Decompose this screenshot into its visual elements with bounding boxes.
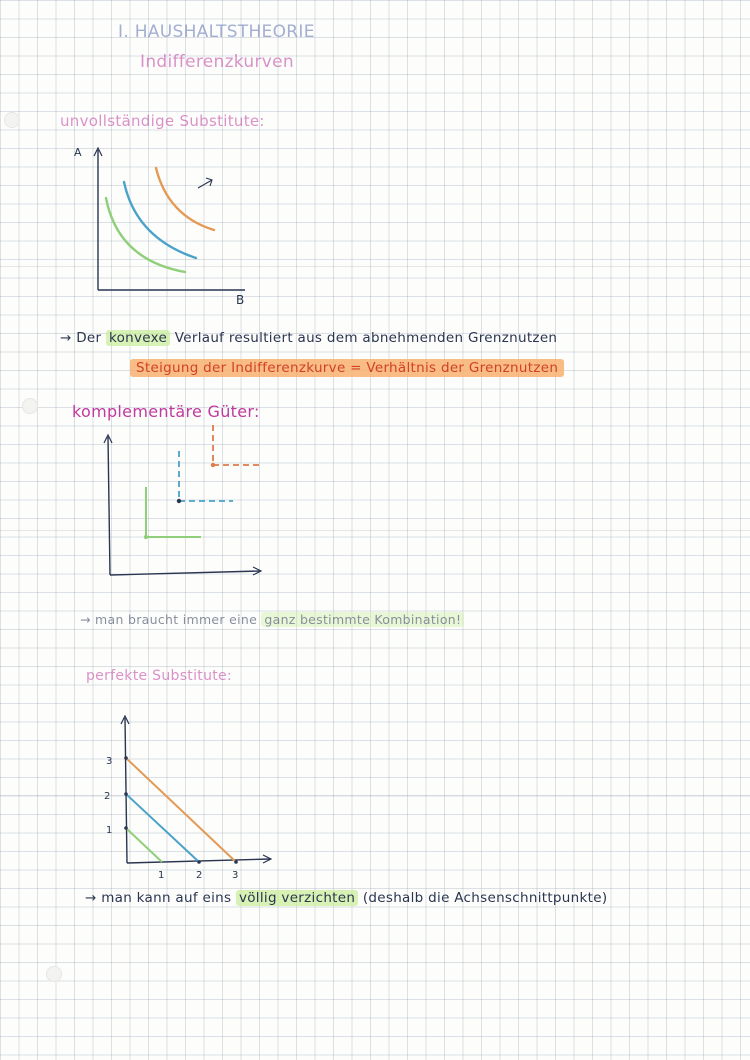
punch-hole: [46, 966, 62, 982]
punch-hole: [4, 112, 20, 128]
formula-text: Steigung der Indifferenzkurve = Verhältnis der Grenznutzen: [130, 359, 564, 377]
corner-point-orange: [211, 463, 215, 467]
section2-heading: komplementäre Güter:: [72, 402, 260, 421]
section1-heading: unvollständige Substitute:: [60, 112, 265, 130]
formula-box: [130, 360, 564, 376]
complementary-goods-graph: [95, 425, 275, 595]
tick-label-y-3: 3: [106, 756, 113, 767]
corner-point-green: [144, 535, 148, 539]
y-axis: [125, 718, 127, 863]
section3-note: [85, 890, 607, 906]
chapter-title: I. HAUSHALTSTHEORIE: [118, 22, 315, 42]
perfect-substitutes-graph: [100, 710, 280, 880]
section3-heading: perfekte Substitute:: [86, 668, 232, 684]
imperfect-substitutes-graph: [60, 140, 320, 310]
indifference-curve-orange: [156, 168, 214, 230]
corner-point-blue: [177, 499, 181, 503]
tick-label-y-1: 1: [106, 825, 113, 836]
indifference-curve-green: [106, 198, 185, 272]
x-axis: [110, 571, 260, 575]
note-arrow-text: → man kann auf eins: [85, 890, 232, 906]
axis-label-x: B: [236, 293, 245, 307]
l-curve-orange: [213, 425, 259, 465]
y-axis: [108, 437, 110, 575]
tick-label-x-1: 1: [158, 870, 165, 881]
note-rest: Verlauf resultiert aus dem abnehmenden Grenznutzen: [174, 330, 558, 346]
tick-label-y-2: 2: [104, 791, 111, 802]
budget-line-green: [126, 828, 162, 862]
l-curve-blue: [179, 451, 233, 501]
section1-note: [60, 330, 557, 346]
tick-label-x-3: 3: [232, 870, 239, 881]
axis-label-y: A: [74, 146, 82, 159]
tick-label-x-2: 2: [196, 870, 203, 881]
note-arrow-text: → man braucht immer eine: [80, 612, 258, 627]
note-arrow-text: → Der: [60, 330, 102, 346]
indifference-curve-blue: [124, 182, 196, 258]
punch-hole: [22, 398, 38, 414]
budget-line-blue: [126, 794, 199, 862]
section2-note: [80, 612, 464, 627]
note-rest: (deshalb die Achsenschnittpunkte): [362, 890, 608, 906]
l-curve-green: [146, 487, 201, 537]
direction-arrow: [198, 178, 212, 188]
chapter-subtitle: Indifferenzkurven: [140, 52, 294, 72]
note-highlight: ganz bestimmte Kombination!: [261, 612, 464, 627]
note-highlight: völlig verzichten: [236, 890, 358, 906]
note-highlight: konvexe: [106, 330, 170, 346]
